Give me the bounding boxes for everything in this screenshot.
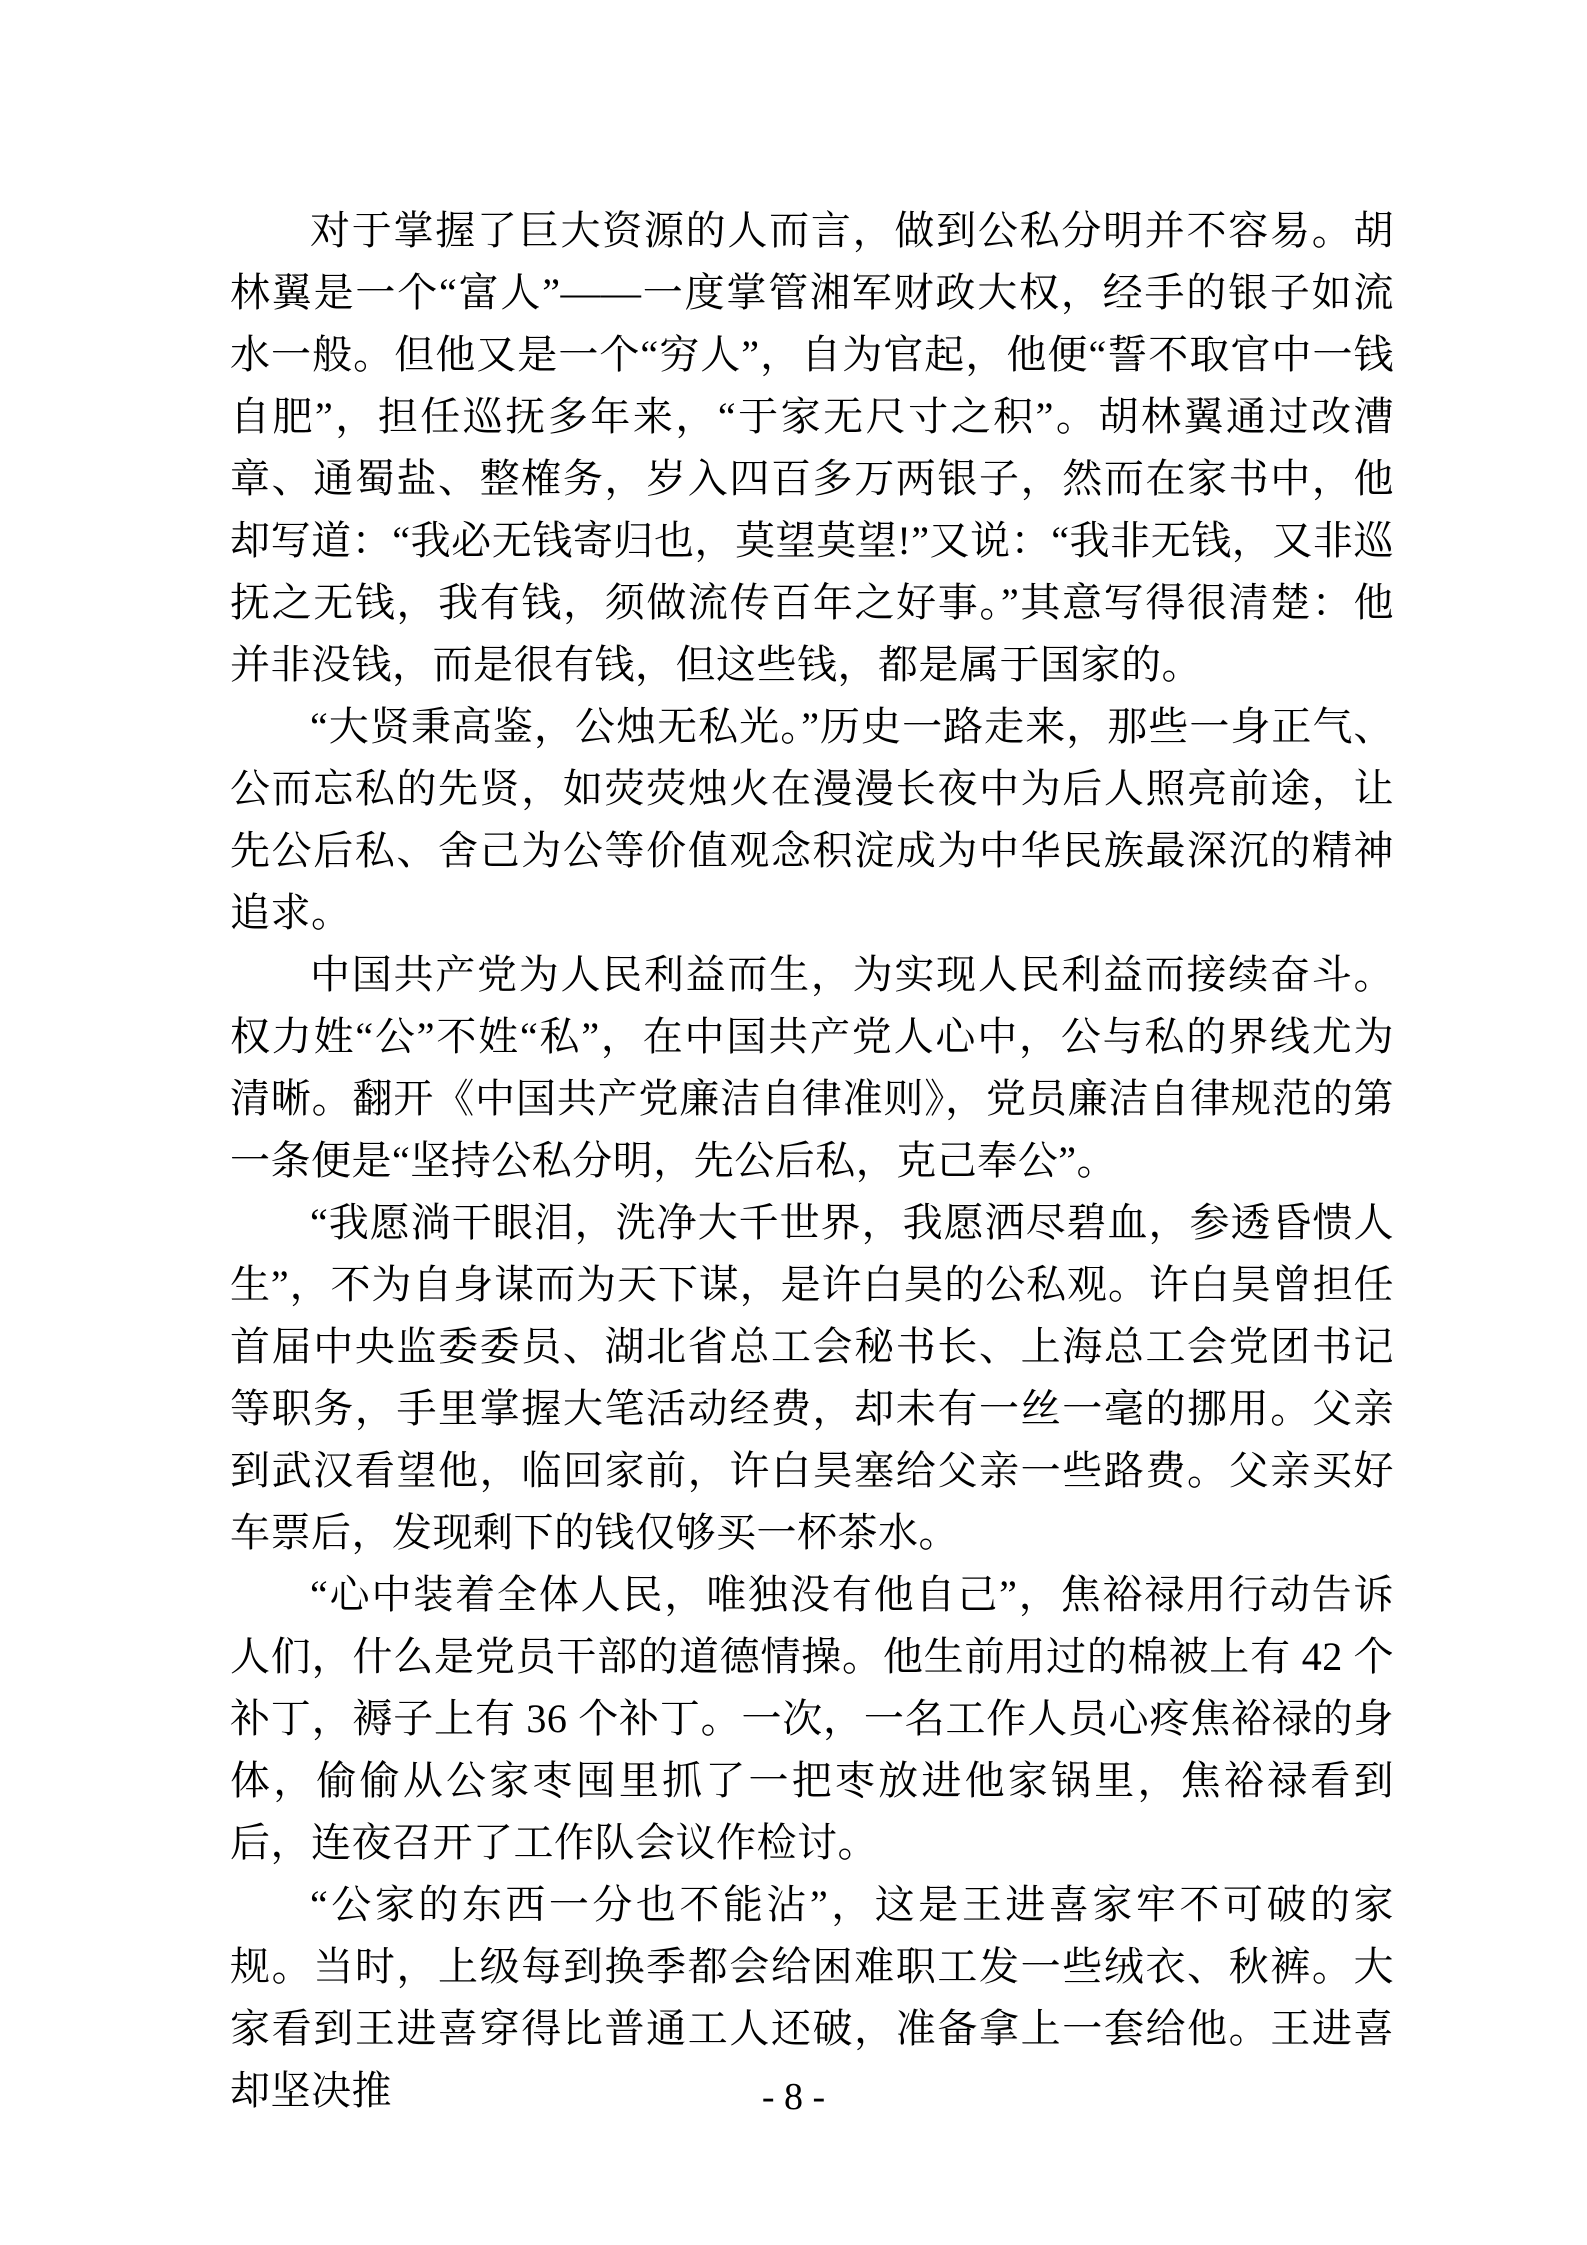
paragraph: 中国共产党为人民利益而生，为实现人民利益而接续奋斗。权力姓“公”不姓“私”，在中国共产党人心中，公与私的界线尤为清晰。翻开《中国共产党廉洁自律准则》，党员廉洁自律规范的第一条便是“坚持公私分明，先公后私，克己奉公”。: [230, 952, 1394, 1183]
paragraph: “我愿淌干眼泪，洗净大千世界，我愿洒尽碧血，参透昏愦人生”，不为自身谋而为天下谋，是许白昊的公私观。许白昊曾担任首届中央监委委员、湖北省总工会秘书长、上海总工会党团书记等职务，手里掌握大笔活动经费，却未有一丝一毫的挪用。父亲到武汉看望他，临回家前，许白昊塞给父亲一些路费。父亲买好车票后，发现剩下的钱仅够买一杯茶水。: [230, 1200, 1394, 1555]
paragraph: 对于掌握了巨大资源的人而言，做到公私分明并不容易。胡林翼是一个“富人”——一度掌管湘军财政大权，经手的银子如流水一般。但他又是一个“穷人”，自为官起，他便“誓不取官中一钱自肥”，担任巡抚多年来，“于家无尺寸之积”。胡林翼通过改漕章、通蜀盐、整榷务，岁入四百多万两银子，然而在家书中，他却写道：“我必无钱寄归也，莫望莫望!”又说：“我非无钱，又非巡抚之无钱，我有钱，须做流传百年之好事。”其意写得很清楚：他并非没钱，而是很有钱，但这些钱，都是属于国家的。: [230, 208, 1394, 687]
paragraph: “公家的东西一分也不能沾”，这是王进喜家牢不可破的家规。当时，上级每到换季都会给困难职工发一些绒衣、秋裤。大家看到王进喜穿得比普通工人还破，准备拿上一套给他。王进喜却坚决推: [230, 1882, 1394, 2113]
page-number: - 8 -: [761, 2076, 826, 2118]
document-body: [230, 200, 1394, 2122]
paragraph: “大贤秉高鉴，公烛无私光。”历史一路走来，那些一身正气、公而忘私的先贤，如荧荧烛火在漫漫长夜中为后人照亮前途，让先公后私、舍己为公等价值观念积淀成为中华民族最深沉的精神追求。: [230, 704, 1394, 935]
paragraph: “心中装着全体人民，唯独没有他自己”，焦裕禄用行动告诉人们，什么是党员干部的道德情操。他生前用过的棉被上有 42 个补丁，褥子上有 36 个补丁。一次，一名工作人员心疼焦裕禄的身体，偷偷从公家枣囤里抓了一把枣放进他家锅里，焦裕禄看到后，连夜召开了工作队会议作检讨。: [230, 1572, 1394, 1865]
